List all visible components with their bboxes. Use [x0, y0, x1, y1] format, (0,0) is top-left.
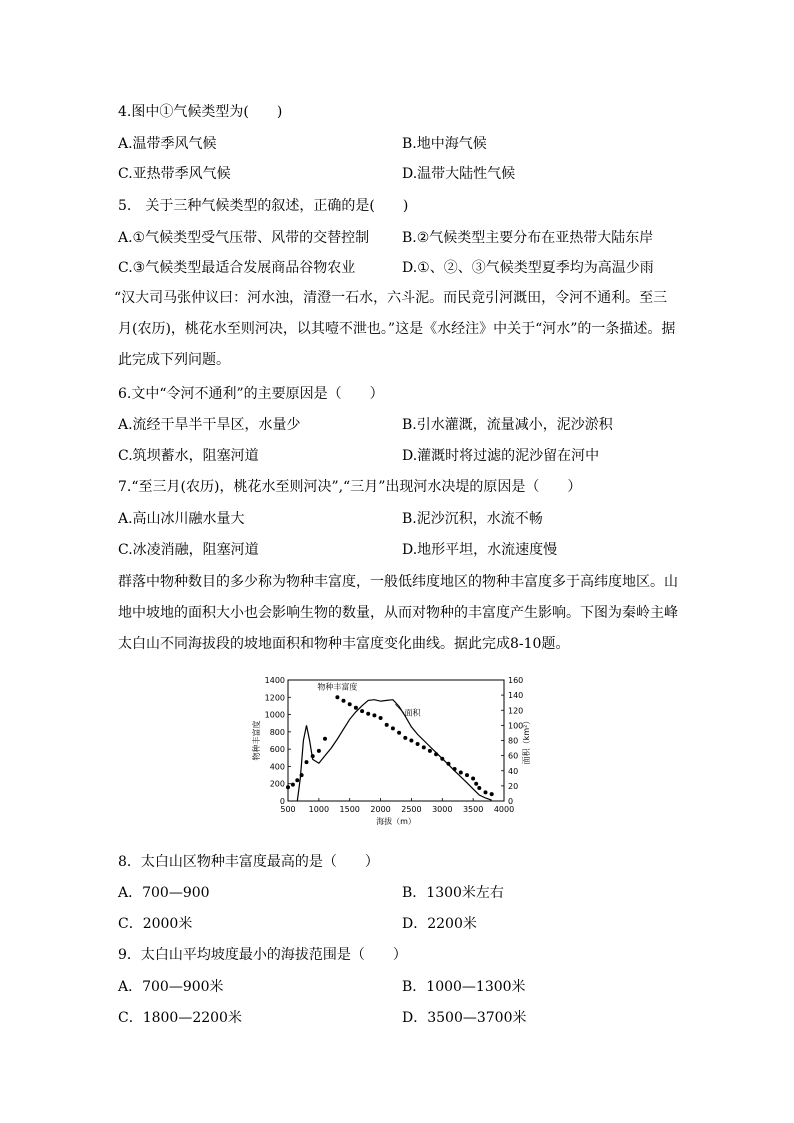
series-label-area-leader — [395, 704, 404, 713]
richness-point — [286, 785, 290, 789]
q7-option-c: C.冰凌消融，阻塞河道 — [118, 542, 259, 558]
richness-point — [459, 771, 463, 775]
q6-stem: 6.文中“令河不通利”的主要原因是（ ） — [118, 386, 384, 402]
richness-point — [348, 702, 352, 706]
q5-stem: 5. 关于三种气候类型的叙述，正确的是( ) — [118, 198, 409, 214]
x-tick-label: 4000 — [493, 805, 515, 814]
y-right-tick-label: 80 — [508, 736, 519, 746]
y-left-tick-label: 1400 — [264, 676, 285, 685]
y-right-tick-label: 100 — [508, 721, 524, 731]
series-label-richness: 物种丰富度 — [317, 682, 358, 692]
x-tick-label: 1500 — [339, 805, 360, 814]
richness-point — [311, 754, 315, 758]
y-left-tick-label: 800 — [269, 727, 285, 737]
chart-svg — [252, 668, 532, 832]
richness-point — [403, 736, 407, 740]
richness-point — [422, 745, 426, 749]
q8-option-a: A．700—900 — [118, 885, 210, 901]
y-right-axis-label: 面积（km²） — [522, 716, 531, 765]
q6-option-b: B.引水灌溉，流量减小，泥沙淤积 — [402, 417, 613, 433]
q9-stem: 9．太白山平均坡度最小的海拔范围是（ ） — [118, 947, 407, 963]
y-left-tick-label: 200 — [269, 779, 285, 789]
y-right-tick-label: 120 — [508, 706, 524, 716]
richness-point — [366, 712, 370, 716]
q7-option-d: D.地形平坦，水流速度慢 — [402, 542, 558, 558]
richness-point — [295, 778, 299, 782]
richness-point — [471, 777, 475, 781]
passage-shuijingzhu: “汉大司马张仲议曰：河水浊，清澄一石水，六斗泥。而民竞引河溉田，令河不通利。至三月(农历)，桃花水至则河决，以其噎不泄也。”这是《水经注》中关于“河水”的一条描述。据此完成下列问题。 — [114, 290, 676, 368]
q7-stem: 7.“至三月(农历)，桃花水至则河决”,“三月”出现河水决堤的原因是（ ） — [118, 479, 582, 495]
q6-option-d: D.灌溉时将过滤的泥沙留在河中 — [402, 448, 600, 464]
species-area-chart — [252, 668, 532, 832]
q4-stem: 4.图中①气候类型为( ) — [118, 104, 283, 120]
passage-taibaishan: 群落中物种数目的多少称为物种丰富度，一般低纬度地区的物种丰富度多于高纬度地区。山地中坡地的面积大小也会影响生物的数量，从而对物种的丰富度产生影响。下图为秦岭主峰太白山不同海拔段的坡地面积和物种丰富度变化曲线。据此完成8-10题。 — [118, 574, 678, 652]
q9-option-c: C．1800—2200米 — [118, 1010, 242, 1026]
y-right-tick-label: 160 — [508, 676, 524, 685]
richness-point — [372, 713, 376, 717]
y-left-axis-label: 物种丰富度 — [252, 720, 261, 761]
q7-option-a: A.高山冰川融水量大 — [118, 511, 245, 527]
q5-option-c: C.③气候类型最适合发展商品谷物农业 — [118, 260, 356, 276]
x-tick-label: 3000 — [432, 805, 453, 814]
x-axis-label: 海拔（m） — [376, 817, 416, 826]
q8-option-c: C．2000米 — [118, 916, 193, 932]
x-tick-label: 2000 — [370, 805, 391, 814]
richness-point — [385, 723, 389, 727]
richness-point — [360, 709, 364, 713]
richness-point — [477, 786, 481, 790]
richness-point — [391, 726, 395, 730]
richness-point — [305, 760, 309, 764]
x-tick-label: 2500 — [401, 805, 422, 814]
richness-point — [379, 716, 383, 720]
richness-point — [453, 767, 457, 771]
y-left-tick-label: 600 — [269, 745, 285, 755]
q4-option-d: D.温带大陆性气候 — [402, 166, 516, 182]
q9-option-b: B．1000—1300米 — [402, 979, 526, 995]
y-left-tick-label: 1000 — [264, 710, 285, 720]
q8-stem: 8．太白山区物种丰富度最高的是（ ） — [118, 854, 379, 870]
q9-option-d: D．3500—3700米 — [402, 1010, 527, 1026]
richness-point — [474, 782, 478, 786]
richness-point — [317, 749, 321, 753]
richness-point — [440, 757, 444, 761]
richness-point — [490, 792, 494, 796]
richness-point — [465, 773, 469, 777]
plot-frame — [288, 680, 504, 801]
richness-point — [409, 739, 413, 743]
series-label-area: 面积 — [404, 708, 421, 718]
y-right-tick-label: 60 — [508, 751, 519, 761]
richness-point — [291, 783, 295, 787]
richness-point — [447, 762, 451, 766]
y-left-tick-label: 0 — [279, 797, 285, 806]
y-right-tick-label: 20 — [508, 781, 519, 791]
richness-point — [323, 737, 327, 741]
q8-option-d: D．2200米 — [402, 916, 477, 932]
richness-point — [428, 749, 432, 753]
q5-option-d: D.①、②、③气候类型夏季均为高温少雨 — [402, 260, 654, 276]
x-tick-label: 1000 — [308, 805, 330, 814]
y-right-tick-label: 0 — [508, 797, 514, 806]
q5-option-a: A.①气候类型受气压带、风带的交替控制 — [118, 230, 370, 246]
q4-option-b: B.地中海气候 — [402, 136, 487, 152]
richness-point — [434, 752, 438, 756]
q4-option-c: C.亚热带季风气候 — [118, 166, 231, 182]
q8-option-b: B．1300米左右 — [402, 885, 504, 901]
x-tick-label: 3500 — [462, 805, 484, 814]
q6-option-c: C.筑坝蓄水，阻塞河道 — [118, 448, 259, 464]
q6-option-a: A.流经干旱半干旱区，水量少 — [118, 417, 301, 433]
y-left-tick-label: 1200 — [264, 693, 285, 703]
richness-point — [342, 699, 346, 703]
richness-point — [354, 706, 358, 710]
area-series-line — [297, 700, 491, 801]
y-right-tick-label: 140 — [508, 691, 524, 701]
richness-point — [416, 742, 420, 746]
x-tick-label: 500 — [280, 805, 296, 814]
richness-point — [397, 731, 401, 735]
q7-option-b: B.泥沙沉积，水流不畅 — [402, 511, 543, 527]
richness-point — [484, 790, 488, 794]
y-right-tick-label: 40 — [508, 766, 519, 776]
q5-option-b: B.②气候类型主要分布在亚热带大陆东岸 — [402, 230, 654, 246]
q4-option-a: A.温带季风气候 — [118, 136, 217, 152]
richness-point — [335, 695, 339, 699]
richness-point — [300, 773, 304, 777]
y-left-tick-label: 400 — [269, 762, 285, 772]
q9-option-a: A．700—900米 — [118, 979, 224, 995]
